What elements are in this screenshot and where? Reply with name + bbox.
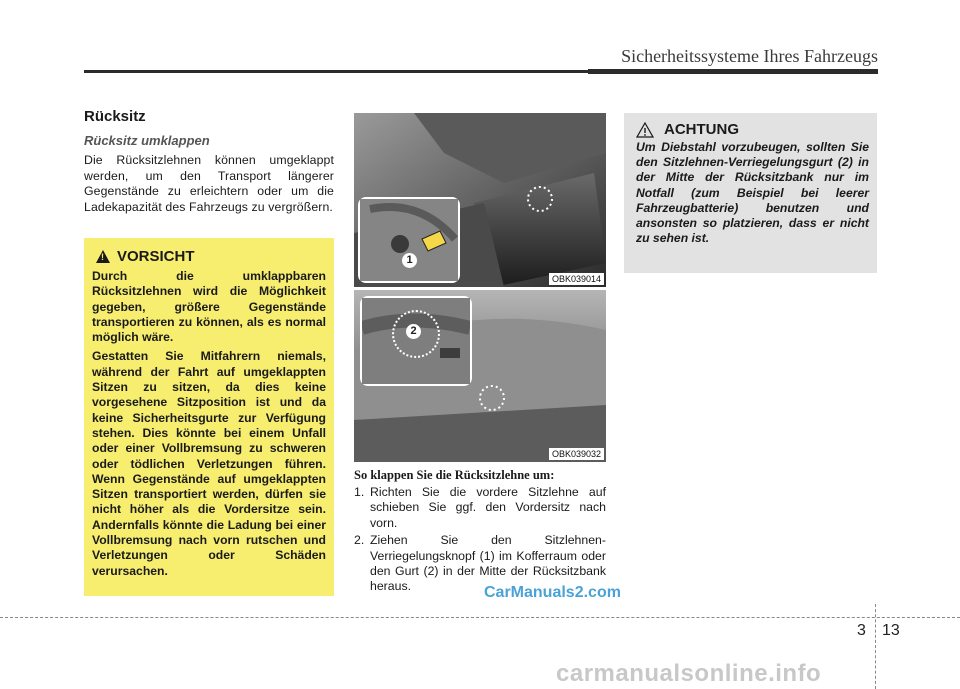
site-watermark: carmanualsonline.info [556,660,822,687]
left-column [84,108,334,215]
warning-triangle-icon [96,250,110,263]
chapter-number: 3 [857,622,866,639]
watermark-logo: CarManuals2.com [484,584,621,601]
callout-1: 1 [402,253,417,268]
page-number-divider [875,604,877,689]
callout-2: 2 [406,324,421,339]
warning-box [624,113,877,273]
inset-lock-detail [358,197,460,283]
step-number: 1. [354,485,365,499]
warning-title: ACHTUNG [664,121,739,138]
section-title: Rücksitz [84,108,146,125]
figure-code-1: OBK039014 [549,273,604,285]
caution-title: VORSICHT [117,248,195,265]
figure-code-2: OBK039032 [549,448,604,460]
caution-header [92,248,326,265]
lock-detail-illustration [360,199,458,281]
list-item [354,485,606,531]
steps-list [354,485,606,597]
inset-strap-detail [360,296,472,386]
step-number: 2. [354,533,365,548]
step-text: Ziehen Sie den Sitzlehnen-Verriegelungsknopf (1) im Kofferraum oder den Gurt (2) in der Mitte der Rücksitzbank heraus. [370,533,606,594]
rear-seat-figure [354,290,606,462]
steps-heading: So klappen Sie die Rücksitzlehne um: [354,468,555,482]
warning-outline-triangle-icon [636,122,654,138]
caution-box [84,238,334,596]
page-header-title: Sicherheitssysteme Ihres Fahrzeugs [621,46,878,66]
footer-divider [0,617,960,618]
header-divider [84,70,878,73]
intro-paragraph: Die Rücksitzlehnen können umgeklappt werden, um den Transport längerer Gegenstände zu erleichtern oder um die Ladekapazität des Fahrzeugs zu vergrößern. [84,153,334,214]
warning-text: Um Diebstahl vorzubeugen, sollten Sie den Sitzlehnen-Verriegelungsgurt (2) in der Mitte der Rücksitzbank nur im Notfall (zum Beispiel bei leerer Fahrzeugbatterie) benutzen und ansonsten so platzieren, dass er nicht zu sehen ist. [636,140,869,246]
step-text: Richten Sie die vordere Sitzlehne auf schieben Sie ggf. den Vordersitz nach vorn. [370,485,606,530]
caution-paragraph-2: Gestatten Sie Mitfahrern niemals, während der Fahrt auf umgeklappten Sitzen zu sitzen, da dies keine vorgesehene Sitzposition ist und da keine Sicherheitsgurte zur Verfügung stehen. Dies könnte bei einem Unfall oder einer Vollbremsung zu schweren oder tödlichen Verletzungen führen. Wenn Gegenstände auf umgeklappten Sitzen transportiert werden, dürfen sie nicht höher als die Vordersitze sein. Andernfalls könnte die Ladung bei einer Vollbremsung nach vorn rutschen und Verletzungen oder Schäden verursachen. [92,349,326,578]
warning-header [636,121,869,138]
section-subtitle: Rücksitz umklappen [84,133,210,148]
trunk-figure [354,113,606,287]
page-number: 13 [882,622,900,639]
caution-paragraph-1: Durch die umklappbaren Rücksitzlehnen wird die Möglichkeit gegeben, größere Gegenstände transportieren zu können, als es normal möglich wäre. [92,269,326,345]
